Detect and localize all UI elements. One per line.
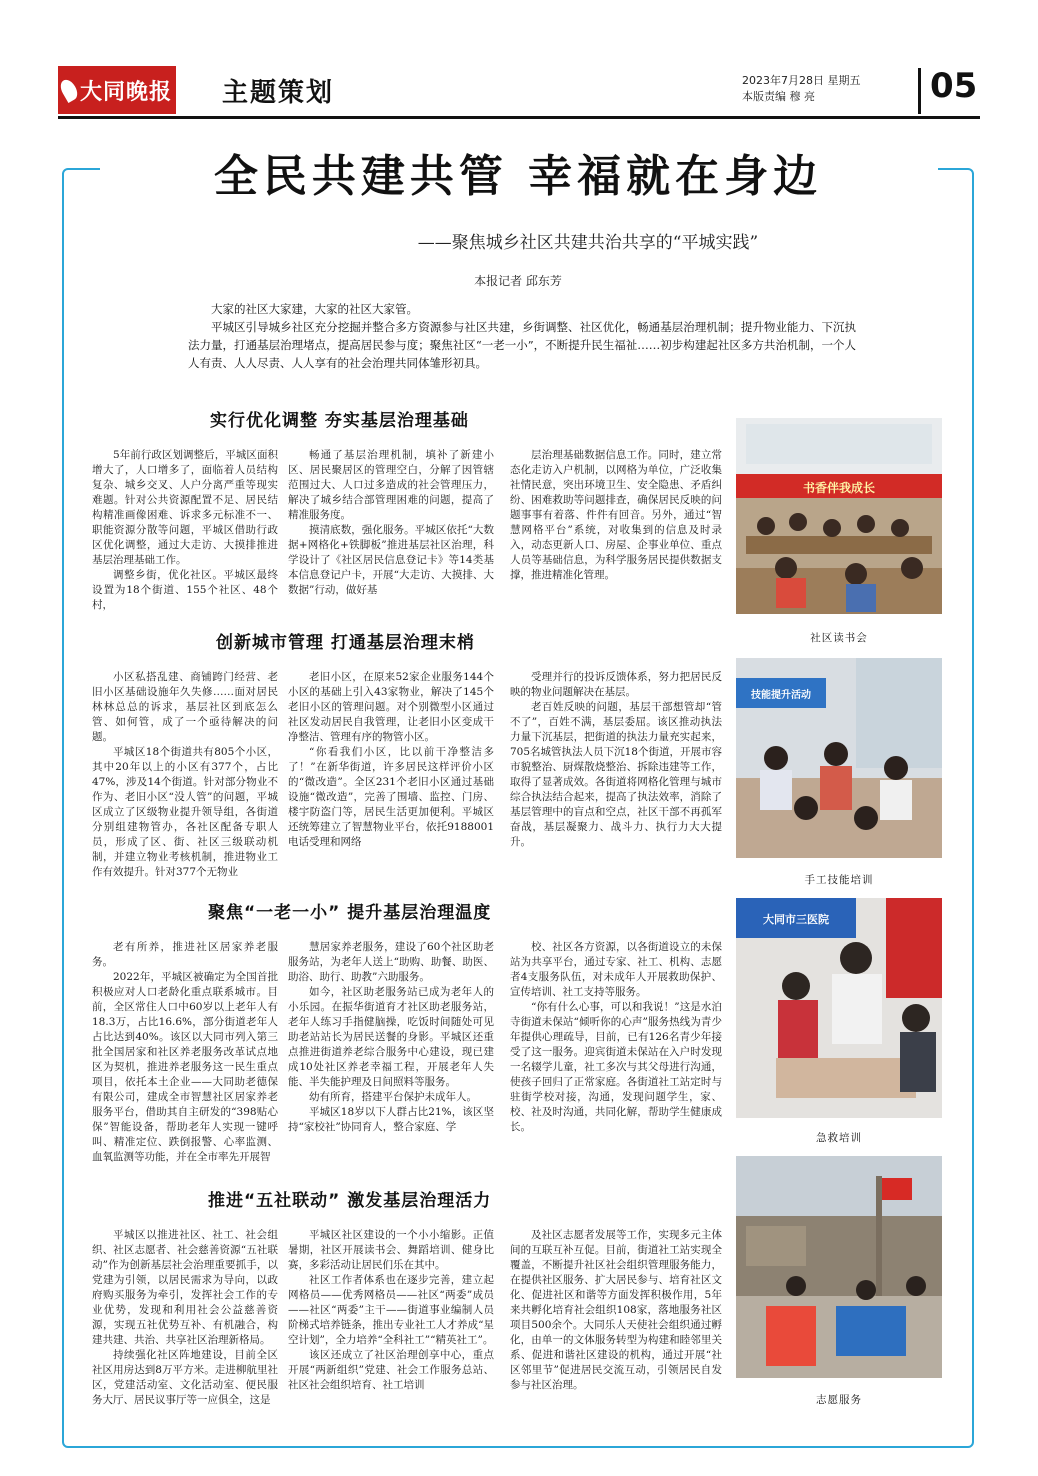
- flame-icon: [57, 77, 80, 103]
- photo-first-aid-image: [736, 898, 942, 1118]
- text-column: 受理并行的投诉反馈体系，努力把居民反映的物业问题解决在基层。 老百姓反映的问题，基层干部想管却“管不了”，百姓不满，基层委屈。该区推动执法力量下沉基层，把街道的执法力量充实起来，705名城管执法人员下沉18个街道，开展市容市貌整治、厨煤散烧整治、拆除违建等工作，取得了显著成效。各街道将网格化管理与城市综合执法结合起来，提高了执法效率，消除了基层管理中的盲点和空点，社区干部不再孤军奋战，基层凝聚力、战斗力、执行力大大提升。: [510, 671, 722, 848]
- page-number: 05: [930, 66, 978, 106]
- text-column: 校、社区各方资源，以各街道设立的未保站为共享平台，通过专家、社工、机构、志愿者4支服务队伍，对未成年人开展救助保护、宣传培训、社工支持等服务。 “你有什么心事，可以和我说！”这是水泊寺街道未保站“倾听你的心声”服务热线为青少年提供心理疏导，目前，已有126名青少年接受了这一服务。迎宾街道未保站在入户时发现一名辍学儿童，社工多次与其父母进行沟通，使孩子回归了正常家庭。各街道社工站定时与驻街学校对接，沟通，发现问题学生，家、校、社及时沟通，共同化解，帮助学生健康成长。: [510, 941, 722, 1133]
- text-column: 平城区社区建设的一个小小缩影。正值暑期，社区开展读书会、舞蹈培训、健身比赛，多彩活动让居民们乐在其中。 社区工作者体系也在逐步完善，建立起网格员——优秀网格员——社区“两委”成员——社区“两委”主干——街道事业编制人员阶梯式培养链条，推出专业社工人才养成“星空计划”，全力培养“全科社工”“精英社工”。 该区还成立了社区治理创享中心，重点开展“两新组织”党建、社会工作服务总站、社区社会组织培育、社工培训: [288, 1229, 494, 1391]
- page-editor: 本版责编 穆 亮: [742, 90, 815, 103]
- divider: [918, 68, 921, 114]
- header-rule: [58, 116, 980, 119]
- text-column: 平城区以推进社区、社工、社会组织、社区志愿者、社会慈善资源“五社联动”作为创新基层社会治理重要抓手，以党建为引领，以居民需求为导向，以政府购买服务为牵引，发挥社会工作的专业优势，发现和利用社会公益慈善资源，实现五社优势互补、有机融合，构建共建、共治、共享社区治理新格局。 持续强化社区阵地建设，目前全区社区用房达到8万平方米。走进柳航里社区，党建活动室、文化活动室、便民服务大厅、居民议事厅等一应俱全，这是: [92, 1229, 278, 1406]
- photo-banner-text: 大同市三医院: [763, 913, 829, 926]
- photo-handcraft-training: [736, 658, 942, 858]
- sub-headline: ——聚焦城乡社区共建共治共享的“平城实践”: [417, 233, 759, 253]
- text-column: 老旧小区，在原来52家企业服务144个小区的基础上引入43家物业，解决了145个老旧小区的管理问题。对个别微型小区通过社区发动居民自我管理，让老旧小区变成干净整洁、管理有序的物管小区。 “你看我们小区，比以前干净整洁多了！”在新华街道，许多居民这样评价小区的“微改造”。全区231个老旧小区通过基础设施“微改造”，完善了围墙、监控、门房、楼宇防盗门等，居民生活更加便利。平城区还统筹建立了智慧物业平台，依托9188001电话受理和网络: [288, 671, 494, 848]
- text-column: 层治理基础数据信息工作。同时，建立常态化走访入户机制，以网格为单位，广泛收集社情民意，突出环境卫生、安全隐患、矛盾纠纷、困难救助等问题排查，确保居民反映的问题事事有着落、件件有回音。另外，通过“智慧网格平台”系统，对收集到的信息及时录入，动态更新人口、房屋、企事业单位、重点人员等基础信息，为科学服务居民提供数据支撑，推进精准化管理。: [510, 449, 722, 581]
- photo-reading-club-image: [736, 418, 942, 614]
- photo-caption: 手工技能培训: [804, 874, 874, 886]
- section-heading-1: 实行优化调整 夯实基层治理基础: [210, 411, 469, 431]
- photo-banner-text: 书香伴我成长: [802, 481, 876, 495]
- text-column: 慧居家养老服务，建设了60个社区助老服务站，为老年人送上“助购、助餐、助医、助浴、助行、助教”六助服务。 如今，社区助老服务站已成为老年人的小乐园。在振华街道育才社区助老服务站，老年人练习手指健脑操，吃饭时间随处可见助老站站长为居民送餐的身影。平城区还重点推进街道养老综合服务中心建设，现已建成10处社区养老幸福工程，开展老年人失能、半失能护理及日间照料等服务。 幼有所育，搭建平台保护未成年人。 平城区18岁以下人群占比21%，该区坚持“家校社”协同育人，整合家庭、学: [288, 941, 494, 1133]
- issue-info: [742, 73, 861, 105]
- text-column: 及社区志愿者发展等工作，实现多元主体间的互联互补互促。目前，街道社工站实现全覆盖，不断提升社区社会组织管理服务能力，在提供社区服务、扩大居民参与、培育社区文化、促进社区和谐等方面发挥积极作用，5年来共孵化培育社会组织108家，落地服务社区项目500余个。大同乐人天使社会组织通过孵化，由单一的文体服务转型为构建和睦邻里关系、促进和谐社区建设的机构，通过开展“社区邻里节”促进居民交流互动，引领居民自发参与社区治理。: [510, 1229, 722, 1391]
- photo-caption: 急救培训: [816, 1132, 862, 1144]
- section-title: 主题策划: [222, 78, 335, 108]
- text-column: 5年前行政区划调整后，平城区面积增大了，人口增多了，面临着人员结构复杂、城乡交叉、人户分离严重等现实难题。针对公共资源配置不足、居民结构精准画像困难、诉求多元标准不一、职能资源分散等问题，平城区借助行政区优化调整，通过大走访、大摸排推进基层治理基础工作。 调整乡街，优化社区。平城区最终设置为18个街道、155个社区、48个村，: [92, 449, 278, 611]
- section-heading-4: 推进“五社联动” 激发基层治理活力: [208, 1191, 492, 1211]
- main-headline: 全民共建共管 幸福就在身边: [213, 151, 823, 202]
- issue-date: 2023年7月28日 星期五: [742, 74, 861, 87]
- text-column: 老有所养，推进社区居家养老服务。 2022年，平城区被确定为全国首批积极应对人口老龄化重点联系城市。目前，全区常住人口中60岁以上老年人有18.3万，占比16.6%，部分街道老年人占比达到40%。该区以大同市列入第三批全国居家和社区养老服务改革试点地区为契机，推进养老服务这一民生重点项目，依托本土企业——大同助老德保有限公司，建成全市智慧社区居家养老服务平台，借助其自主研发的“398贴心保”智能设备，帮助老年人实现一键呼叫、精准定位、跌倒报警、心率监测、血氧监测等功能，并在全市率先开展智: [92, 941, 278, 1163]
- byline: 本报记者 邱东芳: [474, 274, 562, 288]
- lead-paragraph: 大家的社区大家建，大家的社区大家管。 平城区引导城乡社区充分挖掘并整合多方资源参与社区共建，乡街调整、社区优化，畅通基层治理机制；提升物业能力、下沉执法力量，打通基层治理堵点，提高居民参与度；聚焦社区“一老一小”，不断提升民生福祉……初步构建起社区多方共治机制，一个人人有责、人人尽责、人人享有的社会治理共同体雏形初具。: [188, 302, 856, 370]
- newspaper-logo: 大同晚报: [58, 66, 176, 114]
- photo-reading-club: [736, 418, 942, 614]
- text-column: 畅通了基层治理机制，填补了新建小区、居民聚居区的管理空白，分解了因管辖范围过大、人口过多造成的社会管理压力，解决了城乡结合部管理困难的问题，提高了精准服务度。 摸清底数，强化服务。平城区依托“大数据+网格化+铁脚板”推进基层社区治理，科学设计了《社区居民信息登记卡》等14类基本信息登记户卡，开展“大走访、大摸排、大数据”行动，做好基: [288, 449, 494, 596]
- photo-handcraft-image: [736, 658, 942, 858]
- text-column: 小区私搭乱建、商铺跨门经营、老旧小区基础设施年久失修……面对居民林林总总的诉求，基层社区到底怎么管、如何管，成了一个亟待解决的问题。 平城区18个街道共有805个小区，其中20年以上的小区有377个，占比47%，涉及14个街道。针对部分物业不作为、老旧小区“没人管”的问题，平城区成立了区级物业提升领导组，各街道分别组建物管办，各社区配备专职人员，形成了区、街、社区三级联动机制，并建立物业考核机制，推进物业工作有效提升。针对377个无物业: [92, 671, 278, 878]
- section-heading-3: 聚焦“一老一小” 提升基层治理温度: [208, 903, 492, 923]
- photo-first-aid-training: [736, 898, 942, 1118]
- photo-volunteer-service: [736, 1156, 942, 1378]
- photo-banner-text: 技能提升活动: [751, 690, 811, 701]
- photo-volunteer-image: [736, 1156, 942, 1378]
- photo-caption: 志愿服务: [816, 1394, 862, 1406]
- section-heading-2: 创新城市管理 打通基层治理末梢: [216, 633, 475, 653]
- photo-caption: 社区读书会: [810, 632, 868, 644]
